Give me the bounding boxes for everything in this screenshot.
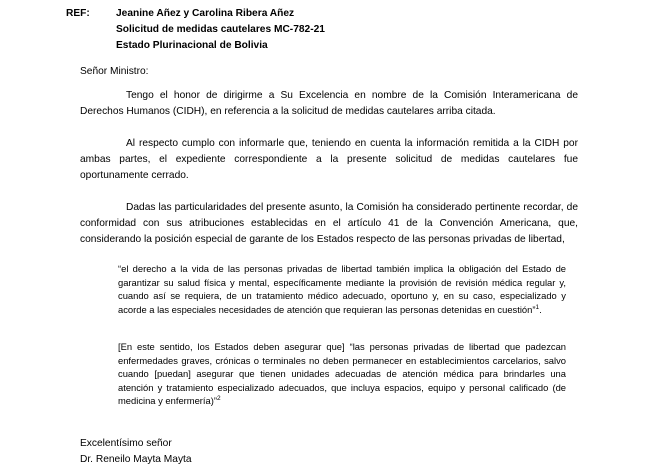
quote-right-to-life [118, 262, 566, 316]
paragraph-intro: Tengo el honor de dirigirme a Su Excelencia en nombre de la Comisión Interamericana de Derechos Humanos (CIDH), en referencia a la solicitud de medidas cautelares arriba citada. [80, 90, 578, 117]
closing-block [80, 436, 192, 468]
reference-state: Estado Plurinacional de Bolivia [116, 40, 268, 51]
closing-recipient: Dr. Reneilo Mayta Mayta [80, 454, 192, 465]
quote-text: [En este sentido, los Estados deben asegurar que] “las personas privadas de libertad que padezcan enfermedades graves, crónicas o terminales no deben permanecer en establecimientos carcelarios, salvo cuando [puedan] asegurar que tienen unidades adecuadas de atención médica para brindarles una atención y tratamiento especializado adecuados, que incluya espacios, equipo y personal calificado (de medicina y enfermería)” [118, 341, 566, 407]
footnote-marker: 2 [217, 395, 221, 403]
paragraph-commission-reminder: Dadas las particularidades del presente asunto, la Comisión ha considerado pertinente recordar, de conformidad con sus atribuciones establecidas en el artículo 41 de la Convención Americana, que, considerando la posición especial de garante de los Estados respecto de las personas privadas de libertad, [80, 202, 578, 245]
quote-text: “el derecho a la vida de las personas privadas de libertad también implica la obligación del Estado de garantizar su salud física y mental, específicamente mediante la provisión de revisión médica regular y, cuando así se requiera, de un tratamiento médico adecuado, oportuno y, en su caso, especializado y acorde a las especiales necesidades de atención que requieran las personas detenidas en cuestión” [118, 263, 566, 315]
footnote-marker: 1 [535, 303, 540, 311]
quote-end: . [539, 303, 542, 315]
paragraph-case-closed: Al respecto cumplo con informarle que, teniendo en cuenta la información remitida a la CIDH por ambas partes, el expediente correspondiente a la presente solicitud de medidas cautelares fue oportunamente cerrado. [80, 138, 578, 181]
reference-names: Jeanine Añez y Carolina Ribera Añez [116, 8, 295, 19]
reference-label: REF: [66, 8, 90, 19]
closing-title: Excelentísimo señor [80, 438, 172, 449]
reference-request: Solicitud de medidas cautelares MC-782-21 [116, 24, 325, 35]
reference-lines [116, 6, 325, 54]
quote-states-obligation [118, 340, 566, 408]
salutation: Señor Ministro: [80, 66, 149, 77]
